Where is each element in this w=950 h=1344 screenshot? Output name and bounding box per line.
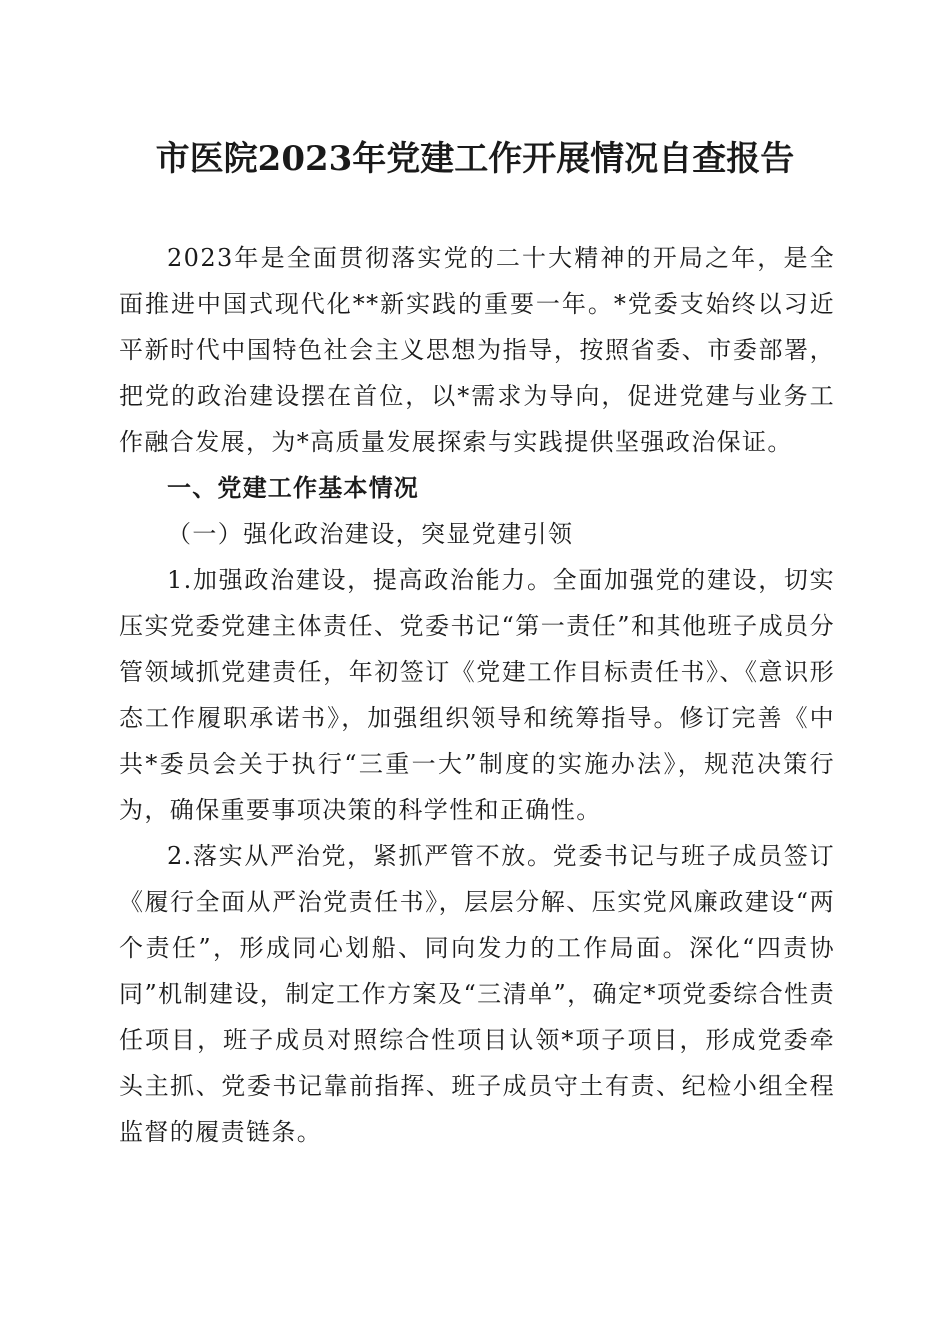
section-heading: 一、党建工作基本情况 [167, 474, 419, 502]
subsection-heading: （一）强化政治建设，突显党建引领 [167, 520, 574, 548]
document-title: 市医院2023年党建工作开展情况自查报告 [155, 139, 795, 179]
intro-paragraph: 2023年是全面贯彻落实党的二十大精神的开局之年，是全面推进中国式现代化**新实践的重要一年。*党委支始终以习近平新时代中国特色社会主义思想为指导，按照省委、市委部署，把党的政治建设摆在首位，以*需求为导向，促进党建与业务工作融合发展，为*高质量发展探索与实践提供坚强政治保证。 [119, 244, 835, 456]
document-body [119, 235, 835, 1155]
item-paragraph-1: 1.加强政治建设，提高政治能力。全面加强党的建设，切实压实党委党建主体责任、党委书记“第一责任”和其他班子成员分管领域抓党建责任，年初签订《党建工作目标责任书》、《意识形态工作履职承诺书》，加强组织领导和统筹指导。修订完善《中共*委员会关于执行“三重一大”制度的实施办法》，规范决策行为，确保重要事项决策的科学性和正确性。 [119, 566, 835, 824]
item-paragraph-2: 2.落实从严治党，紧抓严管不放。党委书记与班子成员签订《履行全面从严治党责任书》，层层分解、压实党风廉政建设“两个责任”，形成同心划船、同向发力的工作局面。深化“四责协同”机制建设，制定工作方案及“三清单”，确定*项党委综合性责任项目，班子成员对照综合性项目认领*项子项目，形成党委牵头主抓、党委书记靠前指挥、班子成员守土有责、纪检小组全程监督的履责链条。 [119, 842, 835, 1146]
